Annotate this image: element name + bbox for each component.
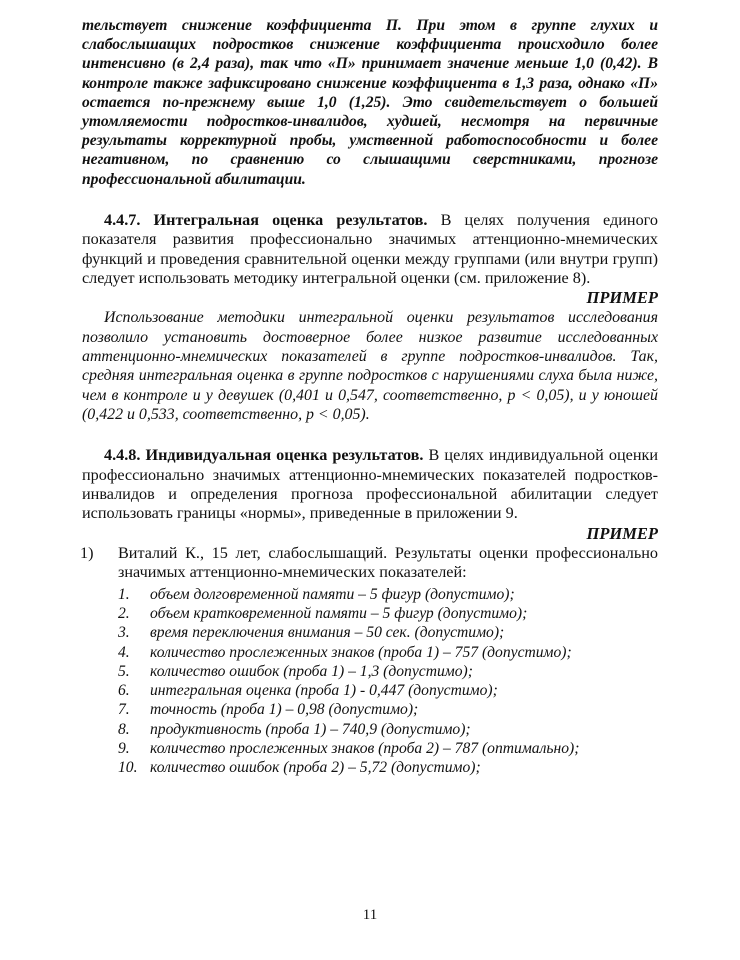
list-item xyxy=(82,700,658,719)
list-item xyxy=(82,623,658,642)
item-text: точность (проба 1) – 0,98 (допустимо); xyxy=(150,701,419,719)
item-text: интегральная оценка (проба 1) - 0,447 (допустимо); xyxy=(150,682,498,700)
section-individual-assessment xyxy=(82,446,658,524)
case-entry xyxy=(82,544,658,583)
item-number: 8. xyxy=(118,720,130,738)
item-text: количество прослеженных знаков (проба 1) – 757 (допустимо); xyxy=(150,643,572,661)
section-text: В целях получения единого показателя развития профессионально значимых аттенционно-мнемических функций и проведения сравнительной оценки между группами (или внутри групп) следует использовать методику интегральной оценки (см. приложение 8). xyxy=(82,210,659,288)
item-number: 4. xyxy=(118,643,130,661)
list-item xyxy=(82,681,658,700)
item-text: объем долговременной памяти – 5 фигур (допустимо); xyxy=(150,585,515,603)
list-item xyxy=(82,662,658,681)
section-integral-assessment xyxy=(82,211,658,289)
document-page xyxy=(82,16,658,778)
item-number: 7. xyxy=(118,701,130,719)
case-number: 1) xyxy=(80,543,94,562)
results-list xyxy=(82,585,658,778)
item-text: объем кратковременной памяти – 5 фигур (допустимо); xyxy=(150,604,528,622)
item-text: время переключения внимания – 50 сек. (допустимо); xyxy=(150,624,505,642)
list-item xyxy=(82,720,658,739)
example-label: ПРИМЕР xyxy=(586,288,658,308)
intro-paragraph: тельствует снижение коэффициента П. При этом в группе глухих и слабослышащих подростков снижение коэффициента происходило более интенсивно (в 2,4 раза), так что «П» принимает значение меньше 1,0 (0,42). В контроле также зафиксировано снижение коэффициента в 1,3 раза, однако «П» остается по-прежнему выше 1,0 (1,25). Это свидетельствует о большей утомляемости подростков-инвалидов, худшей, несмотря на первичные результаты корректурной пробы, умственной работоспособности и более негативном, по сравнению со слышащими сверстниками, прогнозе профессиональной абилитации. xyxy=(82,17,658,188)
list-item xyxy=(82,604,658,623)
list-item xyxy=(82,739,658,758)
item-number: 10. xyxy=(118,759,138,777)
case-text: Виталий К., 15 лет, слабослышащий. Результаты оценки профессионально значимых аттенционно-мнемических показателей: xyxy=(118,543,658,582)
item-number: 9. xyxy=(118,740,130,758)
section-text: В целях индивидуальной оценки профессионально значимых аттенционно-мнемических показателей подростков-инвалидов и определения прогноза профессиональной абилитации следует использовать границы «нормы», приведенные в приложении 9. xyxy=(82,446,659,523)
section-heading: 4.4.8. Индивидуальная оценка результатов. xyxy=(104,446,424,465)
item-number: 1. xyxy=(118,585,130,603)
list-item xyxy=(82,758,658,777)
item-text: количество ошибок (проба 1) – 1,3 (допустимо); xyxy=(150,662,473,680)
example-paragraph: Использование методики интегральной оценки результатов исследования позволило установить достоверное более низкое развитие исследованных аттенционно-мнемических показателей в группе подростков-инвалидов. Так, средняя интегральная оценка в группе подростков с нарушениями слуха была ниже, чем в контроле и у девушек (0,401 и 0,547, соответственно, p < 0,05), и у юношей (0,422 и 0,533, соответственно, p < 0,05). xyxy=(82,309,658,423)
item-number: 2. xyxy=(118,604,130,622)
item-text: количество прослеженных знаков (проба 2) – 787 (оптимально); xyxy=(150,740,580,758)
list-item xyxy=(82,585,658,604)
item-number: 6. xyxy=(118,682,130,700)
page-number: 11 xyxy=(362,907,378,923)
list-item xyxy=(82,643,658,662)
example-label: ПРИМЕР xyxy=(586,523,658,543)
section-heading: 4.4.7. Интегральная оценка результатов. xyxy=(104,210,428,229)
item-text: продуктивность (проба 1) – 740,9 (допустимо); xyxy=(150,720,471,738)
item-text: количество ошибок (проба 2) – 5,72 (допустимо); xyxy=(150,759,481,777)
item-number: 5. xyxy=(118,662,130,680)
item-number: 3. xyxy=(118,624,130,642)
